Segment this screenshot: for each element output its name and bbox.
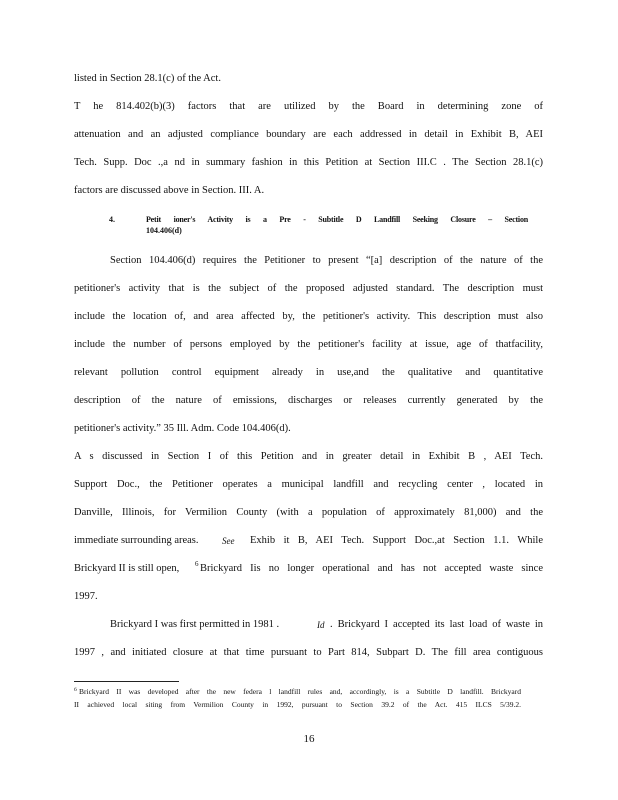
text-line: factors are discussed above in Section. III. A. [74, 185, 265, 196]
text-line-segment: Brickyard Iis no longer operational and has not accepted waste since [200, 563, 543, 574]
id-signal: Id [317, 620, 325, 630]
footnote-text: II achieved local siting from Vermilion County in 1992, pursuant to Section 39.2 of the Act. 415 ILCS 5/39.2. [74, 700, 521, 709]
text-line: petitioner's activity that is the subject of the proposed adjusted standard. The description must [74, 283, 543, 294]
text-line: Support Doc., the Petitioner operates a municipal landfill and recycling center , located in [74, 479, 543, 490]
text-line: petitioner's activity.” 35 Ill. Adm. Code 104.406(d). [74, 423, 291, 434]
footnote-text: Brickyard II was developed after the new federa l landfill rules and, accordingly, is a Subtitle D landfill. Brickyard [79, 687, 521, 696]
footnote-divider [74, 681, 179, 682]
text-line: A s discussed in Section I of this Petition and in greater detail in Exhibit B , AEI Tech. [74, 451, 543, 462]
text-line: include the location of, and area affected by, the petitioner's activity. This description must also [74, 311, 543, 322]
text-line-segment: Brickyard I was first permitted in 1981 . [110, 619, 280, 630]
text-line: listed in Section 28.1(c) of the Act. [74, 73, 221, 84]
text-line: include the number of persons employed by the petitioner's facility at issue, age of thatfacility, [74, 339, 543, 350]
text-line: attenuation and an adjusted compliance boundary are each addressed in detail in Exhibit B, AEI [74, 129, 543, 140]
text-line: Tech. Supp. Doc .,a nd in summary fashion in this Petition at Section III.C . The Section 28.1(c) [74, 157, 543, 168]
page-number: 16 [303, 733, 315, 745]
text-line: relevant pollution control equipment already in use,and the qualitative and quantitative [74, 367, 543, 378]
text-line-segment: Exhib it B, AEI Tech. Support Doc.,at Section 1.1. While [250, 535, 543, 546]
section-heading-cont: 104.406(d) [146, 226, 182, 235]
footnote-reference: 6 [195, 560, 199, 568]
text-line: T he 814.402(b)(3) factors that are utilized by the Board in determining zone of [74, 101, 543, 112]
text-line-segment: immediate surrounding areas. [74, 535, 199, 546]
text-line: 1997 , and initiated closure at that time pursuant to Part 814, Subpart D. The fill area contiguous [74, 647, 543, 658]
text-line: Section 104.406(d) requires the Petitioner to present “[a] description of the nature of the [110, 255, 543, 266]
text-line: 1997. [74, 591, 98, 602]
text-line-segment: . Brickyard I accepted its last load of waste in [330, 619, 543, 630]
text-line: Danville, Illinois, for Vermilion County (with a population of approximately 81,000) and the [74, 507, 543, 518]
text-line-segment: Brickyard II is still open, [74, 563, 180, 574]
text-line: description of the nature of emissions, discharges or releases currently generated by the [74, 395, 543, 406]
section-heading: Petit ioner's Activity is a Pre - Subtitle D Landfill Seeking Closure – Section [146, 215, 528, 224]
footnote-marker: 6 [74, 687, 77, 693]
section-heading-number: 4. [109, 215, 115, 224]
see-signal: See [222, 536, 235, 546]
